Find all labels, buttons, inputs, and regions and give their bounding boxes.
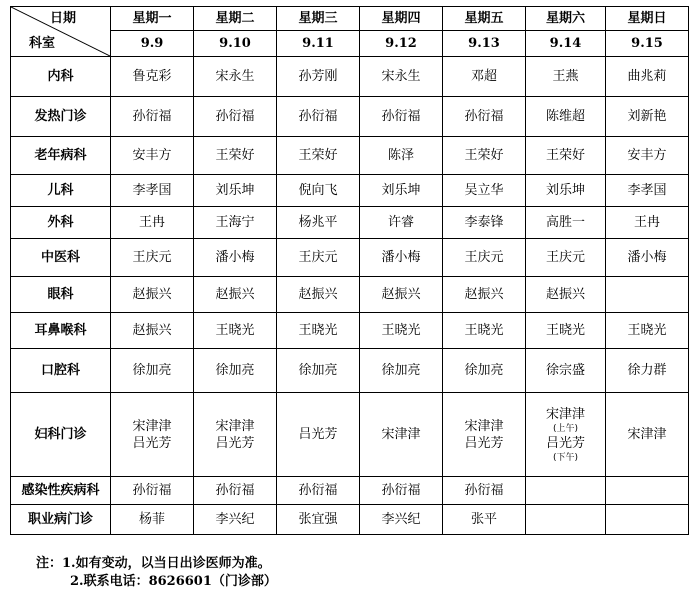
- doctor-cell: 赵振兴: [277, 277, 360, 313]
- corner-cell: [11, 7, 111, 57]
- doctor-cell: 徐加亮: [277, 349, 360, 393]
- doctor-cell: 孙衍福: [277, 477, 360, 505]
- dept-cell: 职业病门诊: [11, 505, 111, 535]
- doctor-cell: 潘小梅: [606, 239, 689, 277]
- doctor-cell: 孙衍福: [194, 97, 277, 137]
- table-row: [11, 313, 689, 349]
- note-line-2: 2.联系电话：8626601（门诊部）: [70, 574, 277, 589]
- doctor-name: 宋津津: [132, 418, 172, 434]
- doctor-cell: 张宜强: [277, 505, 360, 535]
- doctor-cell: 王晓光: [526, 313, 606, 349]
- day-header: 星期六: [526, 7, 606, 31]
- doctor-cell: 王晓光: [606, 313, 689, 349]
- dept-cell: 老年病科: [11, 137, 111, 175]
- doctor-cell: 刘乐坤: [526, 175, 606, 207]
- doctor-cell: 孙衍福: [443, 477, 526, 505]
- table-row: [11, 505, 689, 535]
- doctor-cell: 王晓光: [194, 313, 277, 349]
- doctor-cell: 张平: [443, 505, 526, 535]
- doctor-cell: 潘小梅: [194, 239, 277, 277]
- doctor-cell: 赵振兴: [111, 313, 194, 349]
- doctor-cell: 徐加亮: [111, 349, 194, 393]
- doctor-name: 宋津津: [464, 418, 504, 434]
- doctor-cell: [194, 393, 277, 477]
- doctor-cell: [526, 393, 606, 477]
- doctor-cell: 陈维超: [526, 97, 606, 137]
- table-row: [11, 477, 689, 505]
- doctor-cell: 王晓光: [277, 313, 360, 349]
- doctor-cell: 赵振兴: [360, 277, 443, 313]
- doctor-name: 宋津津: [215, 418, 255, 434]
- doctor-cell: 李兴纪: [360, 505, 443, 535]
- doctor-cell: 徐宗盛: [526, 349, 606, 393]
- doctor-cell: [606, 477, 689, 505]
- doctor-cell: 曲兆莉: [606, 57, 689, 97]
- doctor-cell: 徐力群: [606, 349, 689, 393]
- doctor-cell: 高胜一: [526, 207, 606, 239]
- doctor-cell: [606, 277, 689, 313]
- doctor-cell: 宋永生: [360, 57, 443, 97]
- corner-dept-label: 科室: [29, 36, 56, 51]
- day-header: 星期一: [111, 7, 194, 31]
- doctor-name: 吕光芳: [545, 435, 585, 451]
- doctor-cell: 王冉: [111, 207, 194, 239]
- doctor-cell: 安丰方: [606, 137, 689, 175]
- date-header: 9.15: [606, 31, 689, 57]
- footnotes: [36, 555, 277, 591]
- header-row-days: [11, 7, 689, 31]
- doctor-cell: 孙衍福: [111, 97, 194, 137]
- doctor-cell: [606, 505, 689, 535]
- doctor-cell: 宋津津: [606, 393, 689, 477]
- header-row-dates: [11, 31, 689, 57]
- doctor-cell: 王燕: [526, 57, 606, 97]
- table-row: [11, 207, 689, 239]
- doctor-cell: 王荣好: [526, 137, 606, 175]
- date-header: 9.11: [277, 31, 360, 57]
- doctor-cell: 王海宁: [194, 207, 277, 239]
- table-row: [11, 57, 689, 97]
- doctor-cell: 孙衍福: [277, 97, 360, 137]
- note-line-1: 注：1.如有变动，以当日出诊医师为准。: [36, 556, 271, 571]
- dept-cell: 感染性疾病科: [11, 477, 111, 505]
- corner-date-label: 日期: [49, 11, 76, 26]
- doctor-cell: 杨兆平: [277, 207, 360, 239]
- doctor-cell: [526, 505, 606, 535]
- doctor-cell: 王庆元: [443, 239, 526, 277]
- table-row: [11, 97, 689, 137]
- doctor-cell: 宋津津: [360, 393, 443, 477]
- doctor-cell: [443, 393, 526, 477]
- doctor-cell: 李兴纪: [194, 505, 277, 535]
- doctor-cell: 赵振兴: [194, 277, 277, 313]
- doctor-cell: 王冉: [606, 207, 689, 239]
- doctor-name: 吕光芳: [132, 435, 172, 451]
- day-header: 星期五: [443, 7, 526, 31]
- doctor-cell: 王庆元: [526, 239, 606, 277]
- doctor-cell: 孙衍福: [111, 477, 194, 505]
- day-header: 星期日: [606, 7, 689, 31]
- doctor-name: 吕光芳: [215, 435, 255, 451]
- dept-cell: 内科: [11, 57, 111, 97]
- dept-cell: 发热门诊: [11, 97, 111, 137]
- doctor-cell: 徐加亮: [443, 349, 526, 393]
- dept-cell: 耳鼻喉科: [11, 313, 111, 349]
- date-header: 9.10: [194, 31, 277, 57]
- table-row: [11, 137, 689, 175]
- doctor-cell: 刘乐坤: [360, 175, 443, 207]
- doctor-cell: 赵振兴: [526, 277, 606, 313]
- table-row: [11, 175, 689, 207]
- day-header: 星期四: [360, 7, 443, 31]
- table-row: [11, 239, 689, 277]
- date-header: 9.9: [111, 31, 194, 57]
- doctor-cell: [111, 393, 194, 477]
- doctor-cell: 王荣好: [194, 137, 277, 175]
- doctor-cell: 杨菲: [111, 505, 194, 535]
- doctor-cell: 邓超: [443, 57, 526, 97]
- doctor-cell: 李泰锋: [443, 207, 526, 239]
- doctor-cell: 孙衍福: [443, 97, 526, 137]
- date-header: 9.12: [360, 31, 443, 57]
- afternoon-tag: (下午): [552, 452, 579, 463]
- doctor-cell: 倪向飞: [277, 175, 360, 207]
- doctor-cell: 王晓光: [360, 313, 443, 349]
- doctor-cell: 安丰方: [111, 137, 194, 175]
- dept-cell: 中医科: [11, 239, 111, 277]
- dept-cell: 眼科: [11, 277, 111, 313]
- doctor-cell: 孙衍福: [360, 97, 443, 137]
- dept-cell: 妇科门诊: [11, 393, 111, 477]
- doctor-cell: 孙芳刚: [277, 57, 360, 97]
- doctor-cell: 李孝国: [111, 175, 194, 207]
- doctor-cell: 李孝国: [606, 175, 689, 207]
- doctor-cell: 许睿: [360, 207, 443, 239]
- doctor-cell: 王庆元: [111, 239, 194, 277]
- doctor-cell: 陈泽: [360, 137, 443, 175]
- doctor-cell: 孙衍福: [360, 477, 443, 505]
- duty-schedule-table: [10, 6, 689, 535]
- table-row: [11, 349, 689, 393]
- doctor-cell: 赵振兴: [111, 277, 194, 313]
- day-header: 星期二: [194, 7, 277, 31]
- doctor-cell: 王荣好: [277, 137, 360, 175]
- dept-cell: 口腔科: [11, 349, 111, 393]
- table-row-gynecology: [11, 393, 689, 477]
- date-header: 9.13: [443, 31, 526, 57]
- doctor-cell: 孙衍福: [194, 477, 277, 505]
- doctor-cell: 鲁克彩: [111, 57, 194, 97]
- doctor-name: 吕光芳: [464, 435, 504, 451]
- doctor-cell: 徐加亮: [360, 349, 443, 393]
- doctor-cell: 潘小梅: [360, 239, 443, 277]
- doctor-name: 宋津津: [545, 406, 585, 422]
- doctor-cell: 王荣好: [443, 137, 526, 175]
- doctor-cell: 王庆元: [277, 239, 360, 277]
- date-header: 9.14: [526, 31, 606, 57]
- doctor-cell: 刘乐坤: [194, 175, 277, 207]
- dept-cell: 儿科: [11, 175, 111, 207]
- table-row: [11, 277, 689, 313]
- doctor-cell: 刘新艳: [606, 97, 689, 137]
- doctor-cell: 宋永生: [194, 57, 277, 97]
- doctor-cell: 徐加亮: [194, 349, 277, 393]
- day-header: 星期三: [277, 7, 360, 31]
- doctor-cell: 王晓光: [443, 313, 526, 349]
- doctor-cell: 吕光芳: [277, 393, 360, 477]
- doctor-cell: 赵振兴: [443, 277, 526, 313]
- doctor-cell: [526, 477, 606, 505]
- morning-tag: (上午): [552, 423, 579, 434]
- doctor-cell: 吴立华: [443, 175, 526, 207]
- dept-cell: 外科: [11, 207, 111, 239]
